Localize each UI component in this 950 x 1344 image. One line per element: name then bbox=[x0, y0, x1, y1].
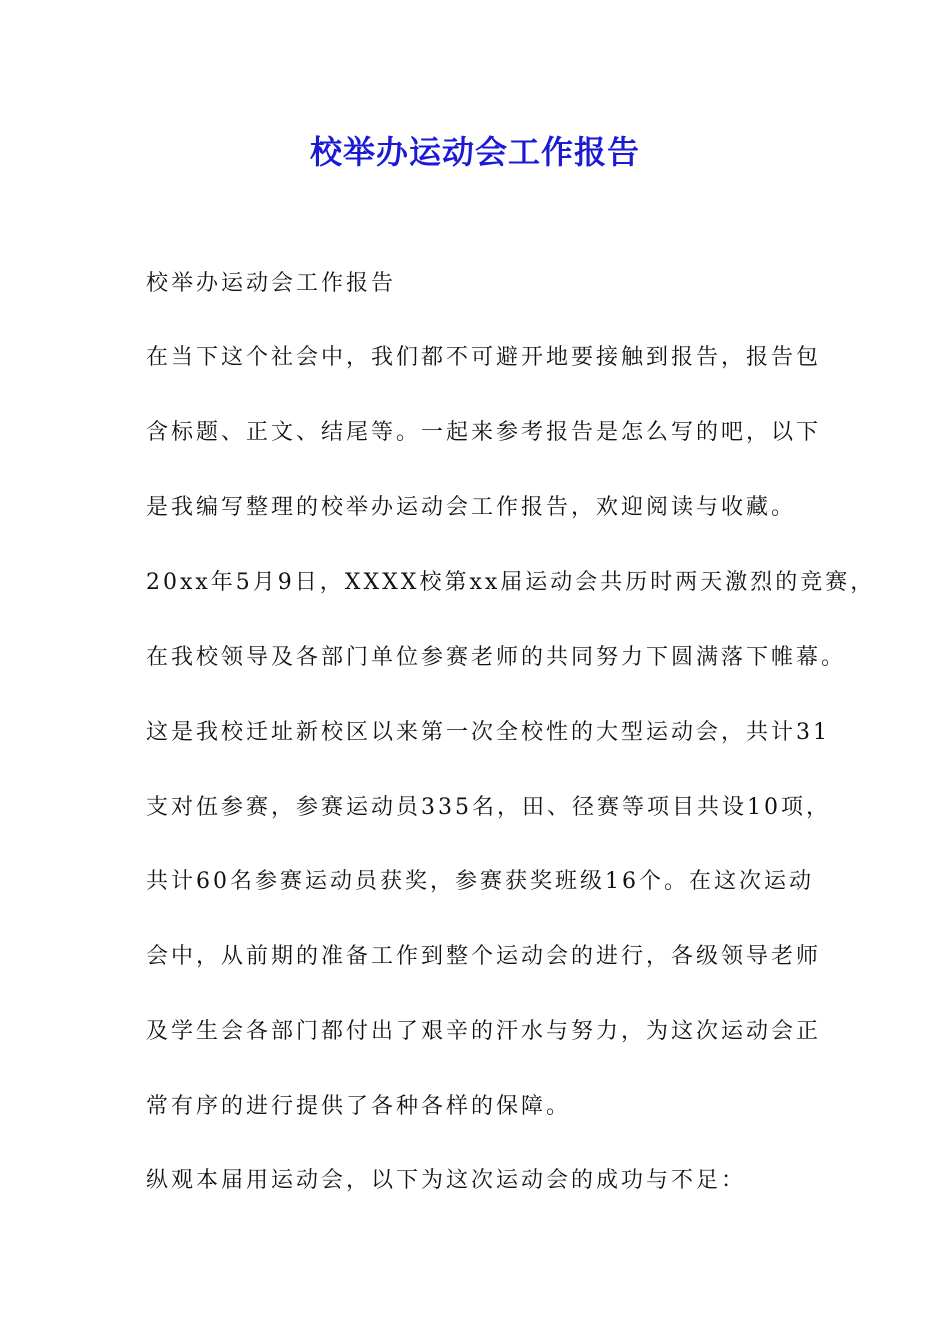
paragraph-line: 纵观本届用运动会，以下为这次运动会的成功与不足： bbox=[146, 1168, 747, 1193]
paragraph-line: 是我编写整理的校举办运动会工作报告，欢迎阅读与收藏。 bbox=[146, 495, 797, 520]
paragraph-line: 校举办运动会工作报告 bbox=[146, 271, 397, 296]
paragraph-line: 及学生会各部门都付出了艰辛的汗水与努力，为这次运动会正 bbox=[146, 1019, 822, 1044]
paragraph-line: 支对伍参赛，参赛运动员335名，田、径赛等项目共设10项， bbox=[146, 795, 831, 820]
paragraph-line: 在我校领导及各部门单位参赛老师的共同努力下圆满落下帷幕。 bbox=[146, 645, 847, 670]
document-title: 校举办运动会工作报告 bbox=[309, 133, 640, 171]
paragraph-line: 共计60名参赛运动员获奖，参赛获奖班级16个。在这次运动 bbox=[146, 869, 814, 894]
paragraph-line: 常有序的进行提供了各种各样的保障。 bbox=[146, 1094, 572, 1119]
paragraph-line: 会中，从前期的准备工作到整个运动会的进行，各级领导老师 bbox=[146, 944, 822, 969]
paragraph-line: 含标题、正文、结尾等。一起来参考报告是怎么写的吧，以下 bbox=[146, 420, 822, 445]
paragraph-line: 20xx年5月9日，XXXX校第xx届运动会共历时两天激烈的竞赛， bbox=[146, 570, 876, 595]
paragraph-line: 这是我校迁址新校区以来第一次全校性的大型运动会，共计31 bbox=[146, 720, 830, 745]
paragraph-line: 在当下这个社会中，我们都不可避开地要接触到报告，报告包 bbox=[146, 345, 822, 370]
